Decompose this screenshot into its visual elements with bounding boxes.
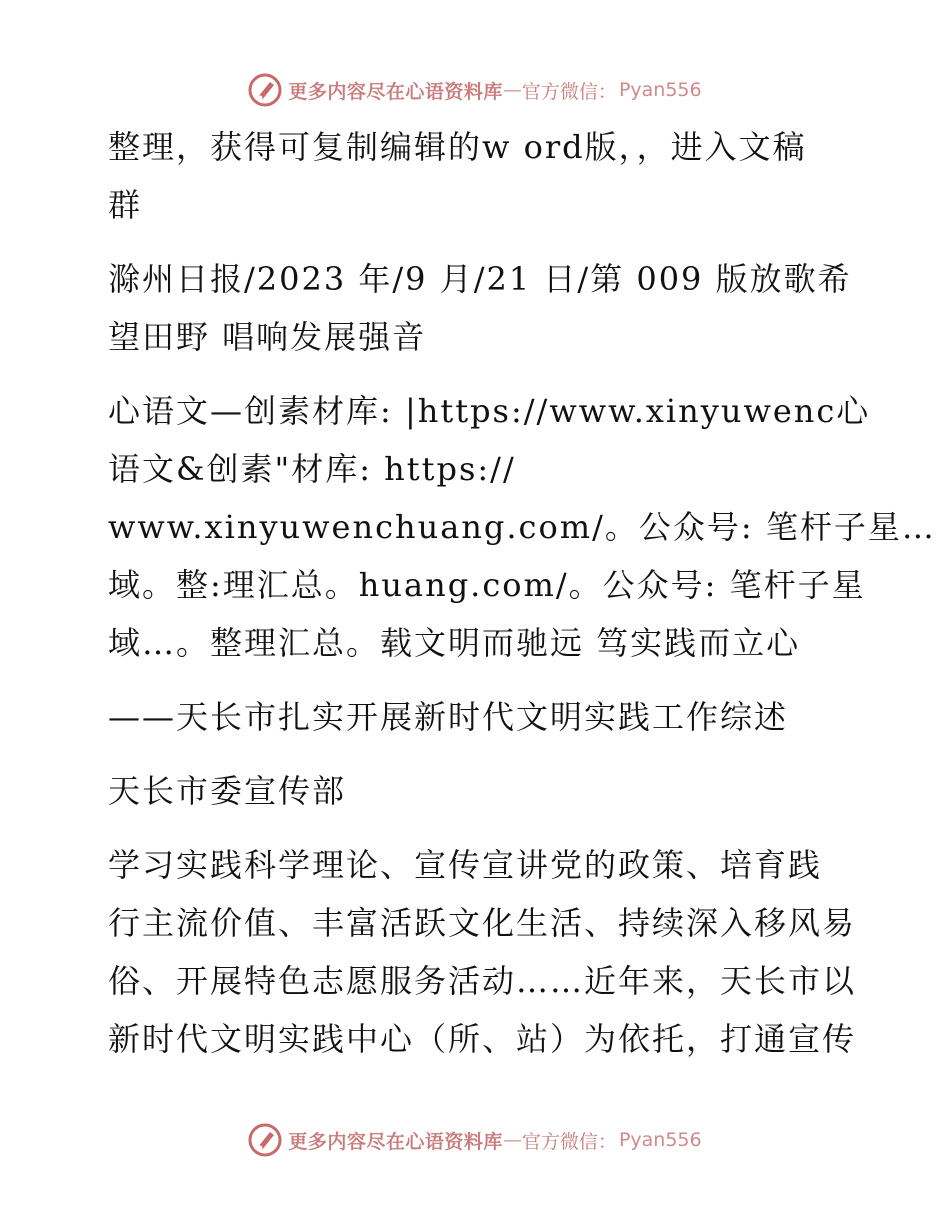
text-line: 域…。整理汇总。载文明而驰远 笃实践而立心 <box>108 624 801 662</box>
text-line: 天长市委宣传部 <box>108 772 347 810</box>
watermark-separator: — <box>502 1129 522 1151</box>
text-line: 俗、开展特色志愿服务活动……近年来，天长市以 <box>108 962 857 1000</box>
watermark-official: 官方微信： <box>521 80 617 103</box>
text-line: 滁州日报/2023 年/9 月/21 日/第 009 版放歌希 <box>108 260 852 298</box>
text-line: www.xinyuwenchuang.com/。公众号: 笔杆子星… <box>108 508 936 546</box>
watermark-text: 更多内容尽在心语资料库 <box>288 80 503 103</box>
text-line: 语文&创素"材库: https:// <box>108 450 516 488</box>
document-body <box>96 118 936 1084</box>
watermark-id: Pyan556 <box>618 79 702 101</box>
paragraph-2 <box>96 250 856 366</box>
text-line: 学习实践科学理论、宣传宣讲党的政策、培育践 <box>108 846 823 884</box>
paragraph-subtitle <box>96 688 856 746</box>
text-line: 行主流价值、丰富活跃文化生活、持续深入移风易 <box>108 904 857 942</box>
paragraph-3 <box>96 382 936 672</box>
text-line: ——天长市扎实开展新时代文明实践工作综述 <box>108 698 789 736</box>
paragraph-body <box>96 836 856 1068</box>
text-line: 整理，获得可复制编辑的w ord版，，进入文稿 <box>108 128 807 166</box>
text-line: 群 <box>108 186 143 224</box>
watermark-text: 更多内容尽在心语资料库 <box>288 1130 503 1153</box>
paragraph-author <box>96 762 856 820</box>
header-watermark <box>0 70 950 110</box>
logo-icon <box>248 73 282 107</box>
watermark-separator: — <box>502 79 522 101</box>
text-line: 心语文—创素材库: |https://www.xinyuwenc心 <box>108 392 871 430</box>
paragraph-1 <box>96 118 856 234</box>
footer-watermark <box>0 1120 950 1160</box>
watermark-official: 官方微信： <box>521 1130 617 1153</box>
watermark-id: Pyan556 <box>618 1129 702 1151</box>
text-line: 域。整:理汇总。huang.com/。公众号: 笔杆子星 <box>108 566 866 604</box>
text-line: 望田野 唱响发展强音 <box>108 318 427 356</box>
text-line: 新时代文明实践中心（所、站）为依托，打通宣传 <box>108 1020 857 1058</box>
logo-icon <box>248 1123 282 1157</box>
